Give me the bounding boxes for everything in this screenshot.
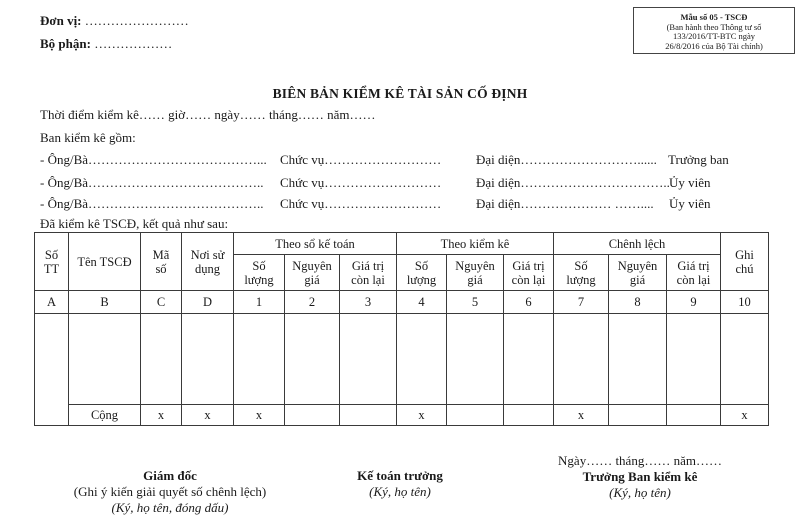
data-cell[interactable] bbox=[285, 314, 340, 405]
member-represent-field[interactable]: Đại diện………………………...... bbox=[476, 152, 657, 167]
data-cell[interactable] bbox=[721, 314, 769, 405]
director-title: Giám đốc bbox=[143, 468, 197, 483]
code-cell: C bbox=[141, 291, 182, 314]
header-cost: Nguyên giá bbox=[609, 255, 667, 291]
header-qty: Số lượng bbox=[234, 255, 285, 291]
total-cell[interactable] bbox=[609, 405, 667, 426]
header-remaining: Giá trị còn lại bbox=[504, 255, 554, 291]
head-title: Trưởng Ban kiểm kê bbox=[582, 469, 698, 484]
member-role: Ủy viên bbox=[669, 175, 711, 190]
table-row bbox=[35, 314, 769, 405]
result-intro: Đã kiểm kê TSCĐ, kết quả như sau: bbox=[40, 216, 229, 231]
code-cell: 9 bbox=[667, 291, 721, 314]
header-place: Nơi sử dụng bbox=[182, 233, 234, 291]
member-name-field[interactable]: - Ông/Bà………………………………….. bbox=[40, 196, 264, 211]
stt-cell[interactable] bbox=[35, 314, 69, 426]
code-cell: 5 bbox=[447, 291, 504, 314]
data-cell[interactable] bbox=[340, 314, 397, 405]
member-name-field[interactable]: - Ông/Bà…………………………………... bbox=[40, 152, 267, 167]
header-note: Ghi chú bbox=[721, 233, 769, 291]
data-cell[interactable] bbox=[141, 314, 182, 405]
member-role: Ủy viên bbox=[669, 196, 711, 211]
member-role: Trưởng ban bbox=[668, 152, 729, 167]
asset-name-cell[interactable] bbox=[69, 314, 141, 405]
total-row bbox=[35, 405, 769, 426]
total-cell: x bbox=[234, 405, 285, 426]
data-cell[interactable] bbox=[609, 314, 667, 405]
header-qty: Số lượng bbox=[397, 255, 447, 291]
header-cost: Nguyên giá bbox=[447, 255, 504, 291]
member-represent-field[interactable]: Đại diện…………………………….. bbox=[476, 175, 670, 190]
head-sign-hint: (Ký, họ tên) bbox=[609, 485, 671, 500]
code-cell: 3 bbox=[340, 291, 397, 314]
header-group-books: Theo sổ kế toán bbox=[234, 233, 397, 255]
data-cell[interactable] bbox=[667, 314, 721, 405]
code-cell: B bbox=[69, 291, 141, 314]
member-represent-field[interactable]: Đại diện………………… …….... bbox=[476, 196, 654, 211]
form-code-box bbox=[633, 7, 795, 54]
director-note: (Ghi ý kiến giải quyết số chênh lệch) bbox=[73, 484, 267, 499]
member-row bbox=[40, 175, 760, 191]
unit-line bbox=[40, 13, 189, 29]
unit-field[interactable]: …………………… bbox=[84, 13, 189, 28]
header-remaining: Giá trị còn lại bbox=[667, 255, 721, 291]
code-cell: 8 bbox=[609, 291, 667, 314]
code-cell: D bbox=[182, 291, 234, 314]
data-cell[interactable] bbox=[447, 314, 504, 405]
total-cell[interactable] bbox=[504, 405, 554, 426]
data-cell[interactable] bbox=[234, 314, 285, 405]
total-cell: x bbox=[397, 405, 447, 426]
director-signature-block bbox=[0, 468, 340, 516]
total-cell[interactable] bbox=[285, 405, 340, 426]
member-position-field[interactable]: Chức vụ……………………… bbox=[280, 196, 442, 211]
form-issued-line-2: 133/2016/TT-BTC ngày bbox=[672, 31, 756, 41]
header-cost: Nguyên giá bbox=[285, 255, 340, 291]
dept-label: Bộ phận: bbox=[40, 36, 91, 51]
total-cell: x bbox=[554, 405, 609, 426]
header-group-diff: Chênh lệch bbox=[554, 233, 721, 255]
form-code: Mẫu số 05 - TSCĐ bbox=[680, 12, 748, 22]
inventory-time-line[interactable]: Thời điểm kiểm kê…… giờ…… ngày…… tháng…… năm…… bbox=[40, 107, 376, 122]
header-code: Mã số bbox=[141, 233, 182, 291]
total-cell: x bbox=[721, 405, 769, 426]
total-cell[interactable] bbox=[340, 405, 397, 426]
form-issued-line-3: 26/8/2016 của Bộ Tài chính) bbox=[665, 40, 763, 51]
code-cell: 10 bbox=[721, 291, 769, 314]
header-asset-name: Tên TSCĐ bbox=[69, 233, 141, 291]
code-cell: 7 bbox=[554, 291, 609, 314]
header-stt: Số TT bbox=[35, 233, 69, 291]
form-issued-line-1: (Ban hành theo Thông tư số bbox=[666, 21, 762, 32]
dept-line bbox=[40, 36, 172, 52]
column-code-row bbox=[35, 291, 769, 314]
member-position-field[interactable]: Chức vụ……………………… bbox=[280, 152, 442, 167]
accountant-title: Kế toán trưởng bbox=[357, 468, 443, 483]
total-cell: x bbox=[141, 405, 182, 426]
data-cell[interactable] bbox=[554, 314, 609, 405]
code-cell: A bbox=[35, 291, 69, 314]
code-cell: 1 bbox=[234, 291, 285, 314]
code-cell: 4 bbox=[397, 291, 447, 314]
committee-label: Ban kiểm kê gồm: bbox=[40, 130, 136, 145]
total-cell: x bbox=[182, 405, 234, 426]
header-group-count: Theo kiểm kê bbox=[397, 233, 554, 255]
code-cell: 2 bbox=[285, 291, 340, 314]
header-qty: Số lượng bbox=[554, 255, 609, 291]
dept-field[interactable]: ……………… bbox=[94, 36, 173, 51]
header-remaining: Giá trị còn lại bbox=[340, 255, 397, 291]
total-label: Cộng bbox=[69, 405, 141, 426]
signature-date-line[interactable]: Ngày…… tháng…… năm…… bbox=[558, 453, 722, 468]
accountant-signature-block bbox=[300, 468, 500, 500]
data-cell[interactable] bbox=[397, 314, 447, 405]
data-cell[interactable] bbox=[504, 314, 554, 405]
member-name-field[interactable]: - Ông/Bà………………………………….. bbox=[40, 175, 264, 190]
total-cell[interactable] bbox=[447, 405, 504, 426]
document-title: BIÊN BẢN KIỂM KÊ TÀI SẢN CỐ ĐỊNH bbox=[272, 86, 528, 101]
asset-inventory-table bbox=[34, 232, 769, 426]
director-sign-hint: (Ký, họ tên, đóng dấu) bbox=[111, 500, 229, 515]
unit-label: Đơn vị: bbox=[40, 13, 82, 28]
total-cell[interactable] bbox=[667, 405, 721, 426]
member-row bbox=[40, 196, 760, 212]
member-position-field[interactable]: Chức vụ……………………… bbox=[280, 175, 442, 190]
code-cell: 6 bbox=[504, 291, 554, 314]
data-cell[interactable] bbox=[182, 314, 234, 405]
accountant-sign-hint: (Ký, họ tên) bbox=[369, 484, 431, 499]
head-signature-block bbox=[540, 453, 740, 501]
member-row bbox=[40, 152, 760, 168]
